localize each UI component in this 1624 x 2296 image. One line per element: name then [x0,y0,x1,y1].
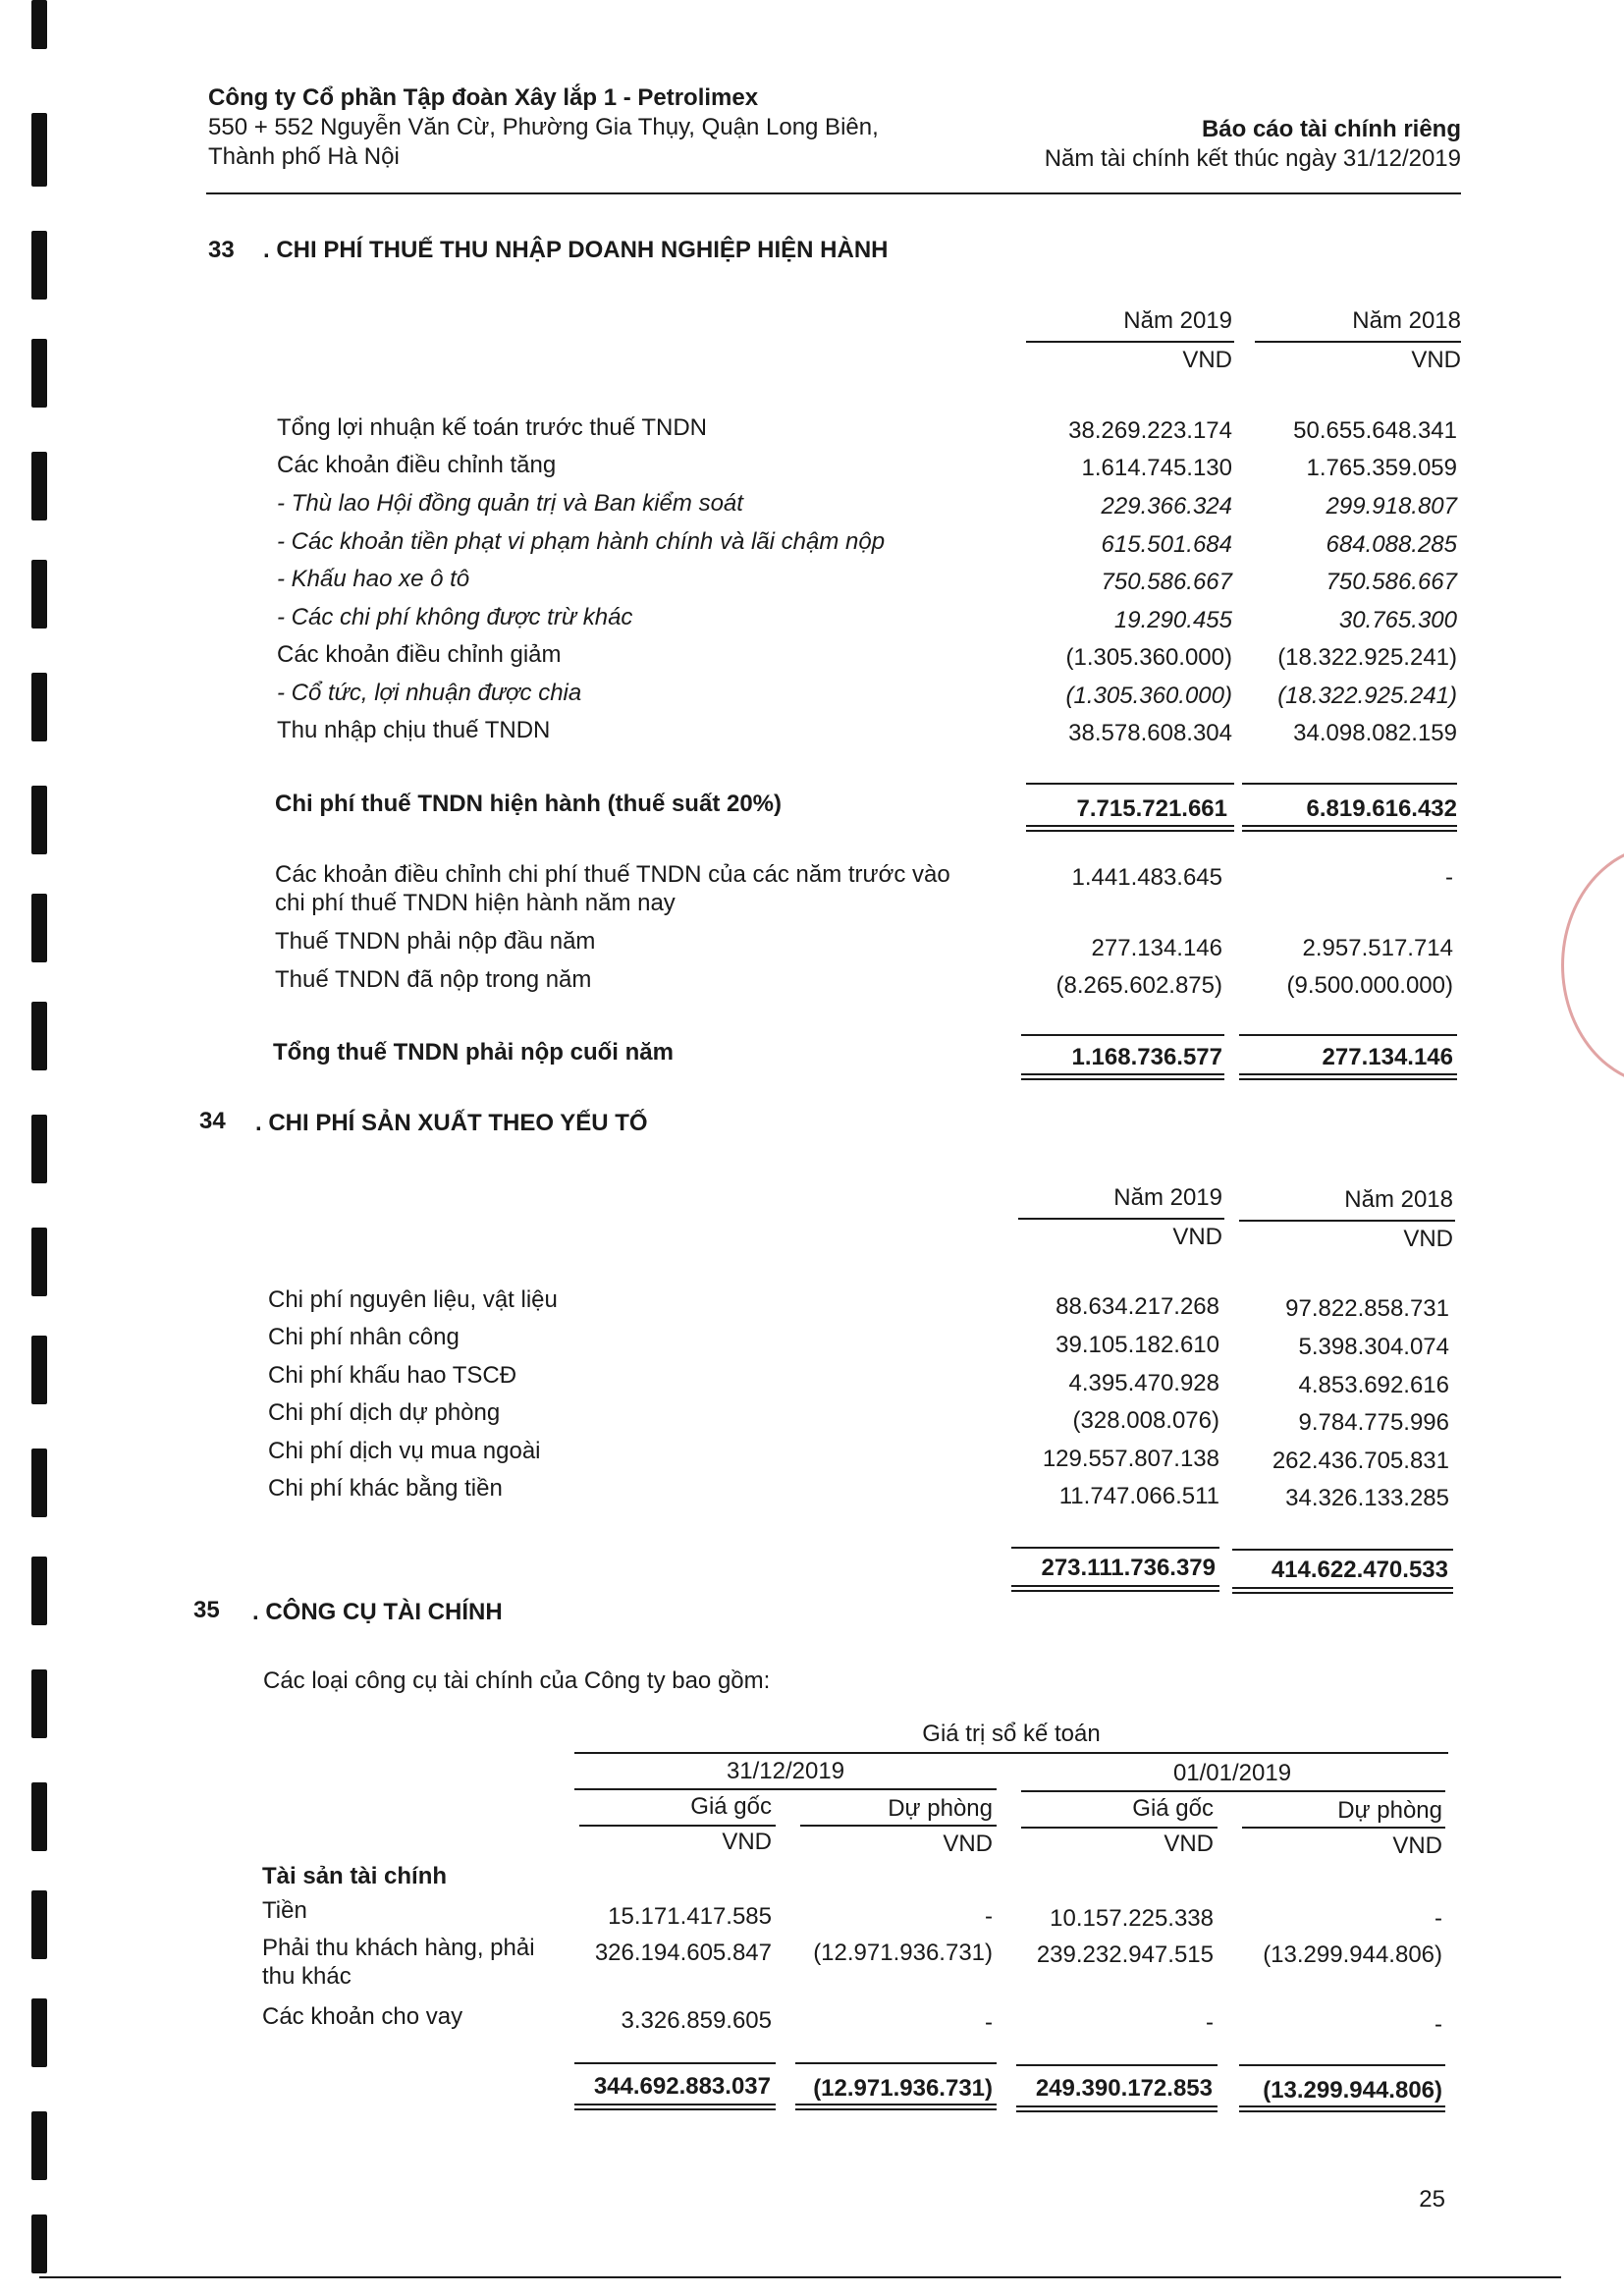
section-34-title: . CHI PHÍ SẢN XUẤT THEO YẾU TỐ [255,1110,648,1136]
s33-adjustment-2018: - [1445,864,1453,891]
s33-row-label: Các khoản điều chỉnh giảm [277,641,562,668]
s33-row-label: - Các chi phí không được trừ khác [277,604,633,630]
section-33-number: 33 [208,237,235,263]
s33-payable-begin-2019: 277.134.146 [1091,935,1222,961]
s33-total-label: Tổng thuế TNDN phải nộp cuối năm [273,1039,674,1066]
s35-row-provision-2: - [1435,1905,1442,1932]
s35-col-provision-1: Dự phòng [888,1795,993,1822]
s33-col-2019: Năm 2019 [1123,307,1232,334]
s33-row-label: - Cổ tức, lợi nhuận được chia [277,680,582,706]
header-rule [206,192,1461,194]
section-35-number: 35 [193,1597,220,1623]
s35-row-provision-1: - [985,2009,993,2036]
s34-total-2018: 414.622.470.533 [1271,1557,1448,1583]
s33-row-label: Thu nhập chịu thuế TNDN [277,717,551,743]
s33-row-2018: 30.765.300 [1338,607,1457,633]
s34-col-2018: Năm 2018 [1344,1186,1453,1213]
s35-row-cost-2: 239.232.947.515 [1036,1941,1214,1968]
s35-total-cost-1: 344.692.883.037 [593,2073,771,2100]
s34-row-label: Chi phí dịch dự phòng [268,1399,501,1426]
section-34-number: 34 [199,1108,226,1134]
s33-col-2018: Năm 2018 [1352,307,1461,334]
s33-total-2019: 1.168.736.577 [1071,1044,1222,1070]
s34-col-2019: Năm 2019 [1113,1184,1222,1211]
s34-row-2019: 129.557.807.138 [1042,1446,1219,1472]
s35-intro: Các loại công cụ tài chính của Công ty bao gồm: [263,1667,771,1694]
s34-row-2019: 88.634.217.268 [1056,1293,1219,1320]
s33-paid-2019: (8.265.602.875) [1056,972,1222,999]
footer-rule [39,2276,1561,2278]
page-number: 25 [1419,2186,1445,2213]
s34-row-2019: 39.105.182.610 [1056,1332,1219,1358]
s33-row-2018: 299.918.807 [1326,493,1457,519]
s33-row-2018: (18.322.925.241) [1277,644,1457,671]
s33-row-2019: 38.578.608.304 [1068,720,1232,746]
s34-row-label: Chi phí nguyên liệu, vật liệu [268,1286,558,1313]
s34-total-2019: 273.111.736.379 [1041,1555,1216,1581]
s35-total-provision-2: (13.299.944.806) [1263,2077,1442,2104]
s33-row-label: Tổng lợi nhuận kế toán trước thuế TNDN [277,414,707,441]
s34-row-2018: 9.784.775.996 [1298,1409,1449,1436]
s35-unit: VND [1392,1832,1442,1859]
s34-unit-2019: VND [1172,1224,1222,1250]
s33-current-tax-2018: 6.819.616.432 [1306,795,1457,822]
s35-unit: VND [1164,1831,1214,1857]
s35-total-provision-1: (12.971.936.731) [813,2075,993,2102]
s33-unit-2018: VND [1411,347,1461,373]
s33-row-label: - Các khoản tiền phạt vi phạm hành chính và lãi chậm nộp [277,528,886,555]
s34-row-label: Chi phí khấu hao TSCĐ [268,1362,517,1389]
s34-row-2019: 4.395.470.928 [1068,1370,1219,1396]
company-name: Công ty Cổ phần Tập đoàn Xây lắp 1 - Petrolimex [208,84,759,111]
s33-paid-label: Thuế TNDN đã nộp trong năm [275,966,592,993]
s33-row-2018: 750.586.667 [1326,569,1457,595]
s33-row-label: - Thù lao Hội đồng quản trị và Ban kiểm soát [277,490,743,517]
s33-row-2019: 229.366.324 [1101,493,1232,519]
s33-row-label: - Khấu hao xe ô tô [277,566,470,592]
s33-adjustment-2019: 1.441.483.645 [1071,864,1222,891]
section-35-title: . CÔNG CỤ TÀI CHÍNH [252,1599,503,1625]
s33-unit-2019: VND [1182,347,1232,373]
s33-payable-begin-label: Thuế TNDN phải nộp đầu năm [275,928,596,955]
s35-col-provision-2: Dự phòng [1337,1797,1442,1824]
s33-adjustment-label-1: Các khoản điều chỉnh chi phí thuế TNDN của các năm trước vào [275,861,950,888]
s35-row-cost-2: 10.157.225.338 [1050,1905,1214,1932]
s35-section-label: Tài sản tài chính [262,1863,448,1889]
s35-row-label-cont: thu khác [262,1963,352,1990]
s35-row-provision-2: - [1435,2011,1442,2038]
company-city: Thành phố Hà Nội [208,143,400,170]
s33-payable-begin-2018: 2.957.517.714 [1302,935,1453,961]
company-seal [1561,845,1624,1086]
s33-row-2018: 50.655.648.341 [1293,417,1457,444]
s35-row-provision-2: (13.299.944.806) [1263,1941,1442,1968]
s35-date-1: 31/12/2019 [726,1758,845,1784]
s33-row-2018: 684.088.285 [1326,531,1457,558]
s35-row-provision-1: - [985,1903,993,1930]
s33-paid-2018: (9.500.000.000) [1286,972,1453,999]
s35-row-cost-1: 326.194.605.847 [594,1940,772,1966]
s34-row-2018: 262.436.705.831 [1272,1448,1449,1474]
s34-row-2018: 97.822.858.731 [1285,1295,1449,1322]
s34-row-2019: (328.008.076) [1072,1407,1219,1434]
report-title: Báo cáo tài chính riêng [1201,116,1461,142]
s35-unit: VND [943,1831,993,1857]
s35-total-cost-2: 249.390.172.853 [1035,2075,1213,2102]
s35-row-cost-1: 3.326.859.605 [621,2007,772,2034]
s33-row-2018: 34.098.082.159 [1293,720,1457,746]
s35-row-provision-1: (12.971.936.731) [813,1940,993,1966]
s33-row-2018: (18.322.925.241) [1277,683,1457,709]
s33-row-2019: (1.305.360.000) [1065,644,1232,671]
s33-current-tax-2019: 7.715.721.661 [1076,795,1227,822]
s33-row-2019: 1.614.745.130 [1081,455,1232,481]
s33-row-2019: 750.586.667 [1101,569,1232,595]
s35-date-2: 01/01/2019 [1172,1760,1292,1786]
s33-row-2018: 1.765.359.059 [1306,455,1457,481]
s33-row-2019: 19.290.455 [1113,607,1232,633]
s34-row-2019: 11.747.066.511 [1058,1483,1219,1509]
s34-unit-2018: VND [1403,1226,1453,1252]
s34-row-label: Chi phí khác bằng tiền [268,1475,503,1502]
s33-row-2019: (1.305.360.000) [1065,683,1232,709]
s35-group-header: Giá trị sổ kế toán [922,1721,1101,1747]
s35-row-label: Tiền [262,1897,307,1924]
fiscal-year: Năm tài chính kết thúc ngày 31/12/2019 [1044,145,1461,172]
s33-row-label: Các khoản điều chỉnh tăng [277,452,557,478]
s35-col-cost-2: Giá gốc [1132,1795,1214,1822]
s34-row-label: Chi phí nhân công [268,1324,460,1350]
s33-row-2019: 615.501.684 [1101,531,1232,558]
section-33-title: . CHI PHÍ THUẾ THU NHẬP DOANH NGHIỆP HIỆN HÀNH [263,237,889,263]
s35-unit: VND [722,1829,772,1855]
s35-col-cost-1: Giá gốc [690,1793,772,1820]
s35-row-cost-2: - [1206,2009,1214,2036]
s33-adjustment-label-2: chi phí thuế TNDN hiện hành năm nay [275,890,676,916]
s33-total-2018: 277.134.146 [1322,1044,1453,1070]
company-address: 550 + 552 Nguyễn Văn Cừ, Phường Gia Thụy, Quận Long Biên, [208,114,879,140]
s34-row-2018: 34.326.133.285 [1285,1485,1449,1511]
s35-row-cost-1: 15.171.417.585 [608,1903,772,1930]
s33-current-tax-label: Chi phí thuế TNDN hiện hành (thuế suất 20%) [275,791,782,817]
s34-row-2018: 5.398.304.074 [1298,1334,1449,1360]
s33-row-2019: 38.269.223.174 [1068,417,1232,444]
s34-row-label: Chi phí dịch vụ mua ngoài [268,1438,541,1464]
s34-row-2018: 4.853.692.616 [1298,1372,1449,1398]
s35-row-label: Các khoản cho vay [262,2003,463,2030]
s35-row-label: Phải thu khách hàng, phải [262,1935,535,1961]
